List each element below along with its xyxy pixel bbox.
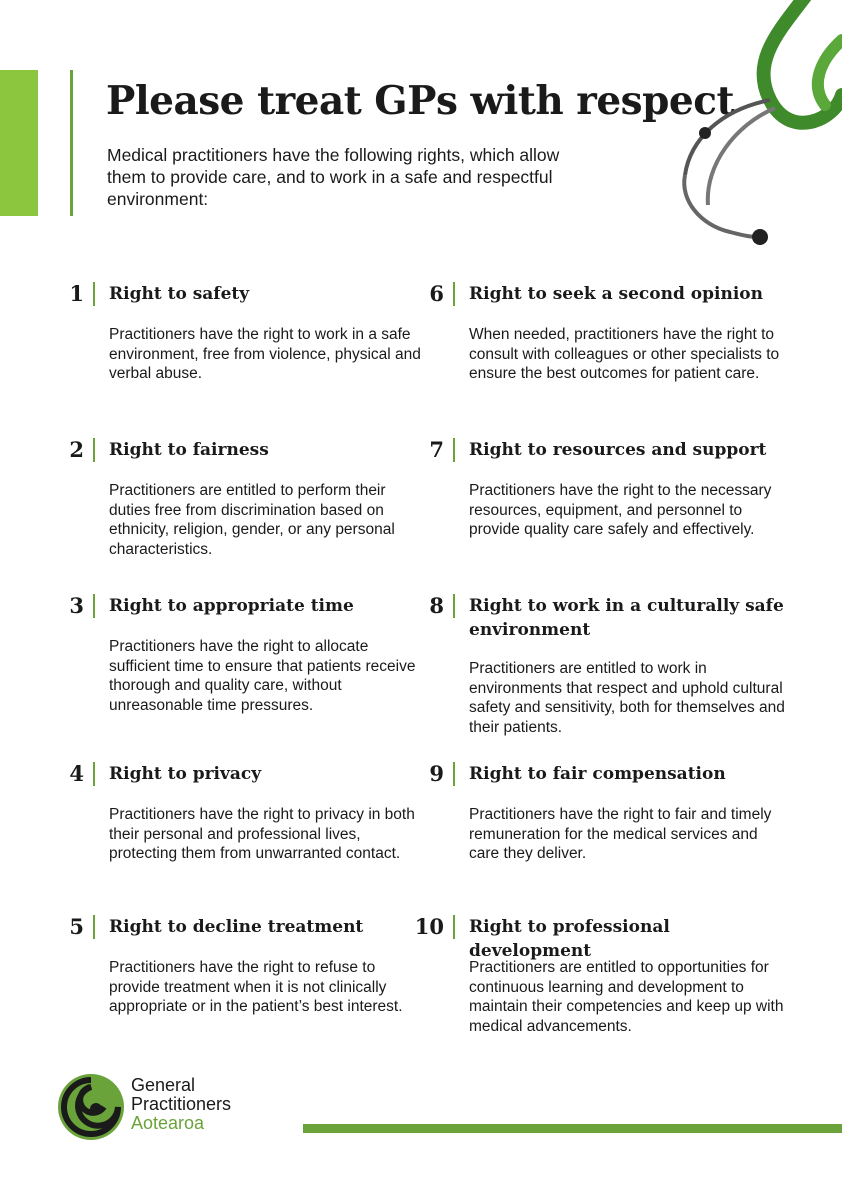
logo-line-general: General (131, 1075, 196, 1095)
right-title: Right to professional development (469, 917, 670, 961)
right-number-divider (453, 438, 455, 462)
right-title: Right to work in a culturally safe environment (469, 596, 784, 640)
right-number-divider (453, 282, 455, 306)
right-description: Practitioners are entitled to opportunities for continuous learning and development to maintain their competencies and keep up with medical advancements. (469, 959, 784, 1035)
right-description: Practitioners are entitled to perform their duties free from discrimination based on ethnicity, religion, gender, or any personal characteristics. (109, 482, 395, 558)
intro-text: Medical practitioners have the following rights, which allow them to provide care, and to work in a safe and respectful environment: (107, 145, 560, 209)
logo-line-aotearoa: Aotearoa (131, 1113, 205, 1133)
right-title: Right to safety (109, 284, 250, 304)
right-number-divider (453, 762, 455, 786)
title-accent-rule (70, 70, 73, 216)
right-description: Practitioners have the right to the necessary resources, equipment, and personnel to provide quality care safely and effectively. (469, 482, 772, 538)
right-title: Right to seek a second opinion (469, 284, 763, 304)
right-description: Practitioners have the right to refuse to provide treatment when it is not clinically appropriate or in the patient’s best interest. (109, 959, 403, 1015)
right-title: Right to appropriate time (109, 596, 354, 616)
right-number-divider (93, 915, 95, 939)
logo-line-practitioners: Practitioners (131, 1094, 232, 1114)
bottom-accent-rule (303, 1124, 842, 1133)
right-number: 9 (429, 761, 444, 786)
right-title: Right to decline treatment (109, 917, 364, 937)
right-number: 2 (69, 437, 84, 462)
right-description: Practitioners have the right to fair and timely remuneration for the medical services and care they deliver. (469, 806, 772, 862)
right-description: Practitioners have the right to work in a safe environment, free from violence, physical and verbal abuse. (109, 326, 421, 382)
right-number: 3 (69, 593, 84, 618)
right-number: 7 (429, 437, 444, 462)
right-number: 1 (69, 281, 84, 306)
right-number-divider (93, 282, 95, 306)
right-description: Practitioners have the right to privacy in both their personal and professional lives, protecting them from unwarranted contact. (109, 806, 415, 862)
koru-logo-icon (56, 1072, 126, 1142)
right-number-divider (93, 594, 95, 618)
page-title: Please treat GPs with respect (106, 78, 734, 124)
right-number: 6 (429, 281, 444, 306)
right-description: When needed, practitioners have the right to consult with colleagues or other specialists to ensure the best outcomes for patient care. (469, 326, 780, 382)
right-number-divider (93, 438, 95, 462)
right-title: Right to resources and support (469, 440, 767, 460)
right-title: Right to fair compensation (469, 764, 726, 784)
right-number: 4 (69, 761, 84, 786)
right-number: 5 (69, 914, 84, 939)
left-accent-bar (0, 70, 38, 216)
right-number: 10 (414, 914, 444, 939)
right-description: Practitioners have the right to allocate sufficient time to ensure that patients receive thorough and quality care, without unreasonable time pressures. (109, 638, 416, 714)
right-number-divider (453, 594, 455, 618)
right-number: 8 (429, 593, 444, 618)
right-title: Right to privacy (109, 764, 262, 784)
right-number-divider (453, 915, 455, 939)
right-number-divider (93, 762, 95, 786)
logo-text (131, 1076, 231, 1133)
stethoscope-icon (660, 0, 842, 260)
right-description: Practitioners are entitled to work in environments that respect and uphold cultural safety and sensitivity, both for themselves and their patients. (469, 660, 785, 736)
right-title: Right to fairness (109, 440, 269, 460)
